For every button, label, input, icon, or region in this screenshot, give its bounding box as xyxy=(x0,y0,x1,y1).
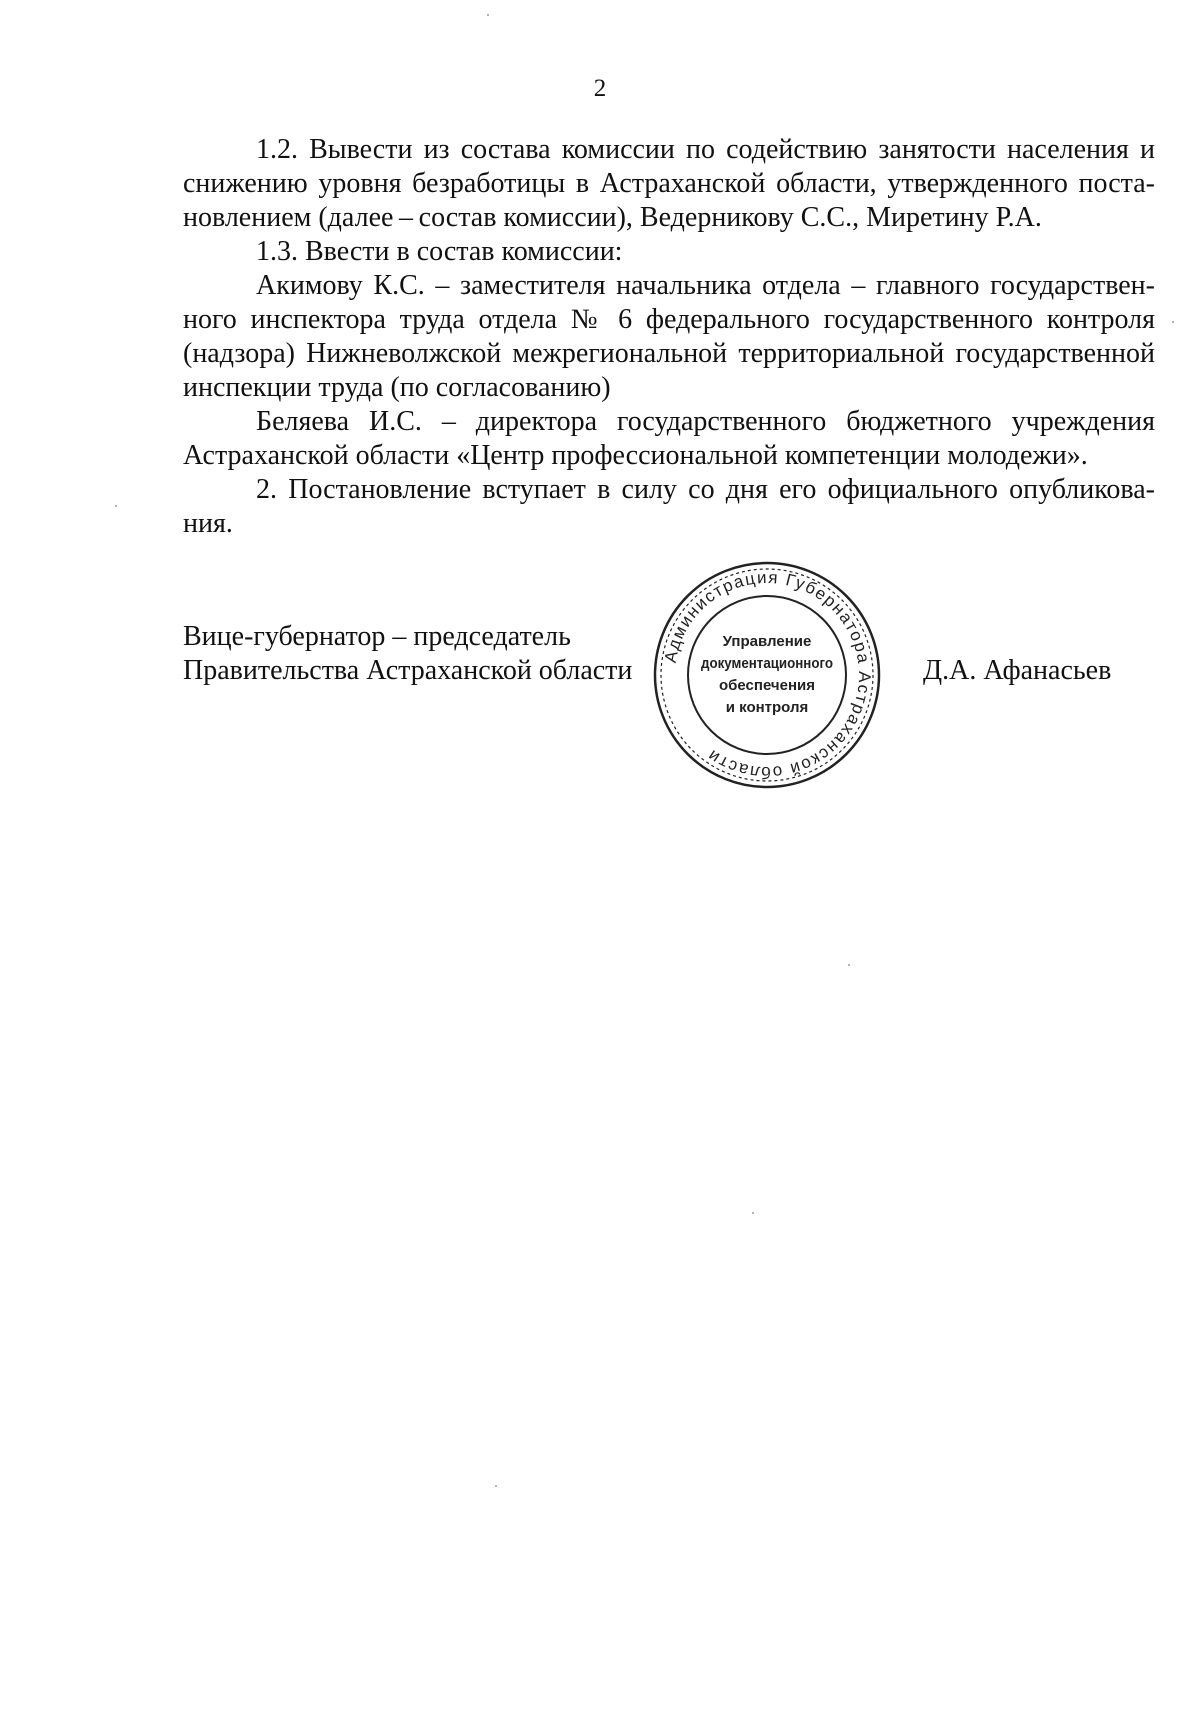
paragraph-2: 2. Постановление вступает в силу со дня его официального опубликования. xyxy=(183,474,1155,539)
signatory-name: Д.А. Афанасьев xyxy=(923,655,1112,686)
signatory-position xyxy=(183,620,632,688)
scan-speck xyxy=(752,1212,754,1214)
seal-inner-line-1: Управление xyxy=(722,633,812,650)
seal-inner-line-3: обеспечения xyxy=(718,677,816,694)
paragraph-akimova: Акимову К.С. – заместителя начальника отдела – главного государственного инспектора труда отдела № 6 федерального государственного контроля (надзора) Нижневолжской межрегиональной территориальной государственной инспекции труда (по согласованию) xyxy=(183,270,1155,403)
seal-inner-line-2: документационного xyxy=(701,655,833,672)
document-body xyxy=(183,133,1155,541)
seal-inner-line-4: и контроля xyxy=(725,699,809,716)
seal-outer-text: Администрация Губернатора Астраханской области xyxy=(660,567,875,783)
paragraph-1-3: 1.3. Ввести в состав комиссии: xyxy=(256,236,623,267)
paragraph-1-2: 1.2. Вывести из состава комиссии по содействию занятости населения и снижению уровня безработицы в Астраханской области, утвержденного постановлением (далее – состав комиссии), Ведерникову С.С., Миретину Р.А. xyxy=(183,134,1155,233)
signatory-position-line-1: Вице-губернатор – председатель xyxy=(183,621,571,652)
scan-speck xyxy=(487,14,489,16)
scan-speck xyxy=(495,1485,497,1487)
scan-speck xyxy=(115,505,117,507)
official-seal xyxy=(650,558,884,792)
paragraph-belyaev: Беляева И.С. – директора государственного бюджетного учреждения Астраханской области «Центр профессиональной компетенции молодежи». xyxy=(183,406,1155,471)
signatory-position-line-2: Правительства Астраханской области xyxy=(183,655,633,686)
scan-speck xyxy=(848,964,850,966)
page-number: 2 xyxy=(593,75,607,102)
official-seal-graphic xyxy=(650,558,884,792)
scan-speck xyxy=(1172,321,1174,323)
